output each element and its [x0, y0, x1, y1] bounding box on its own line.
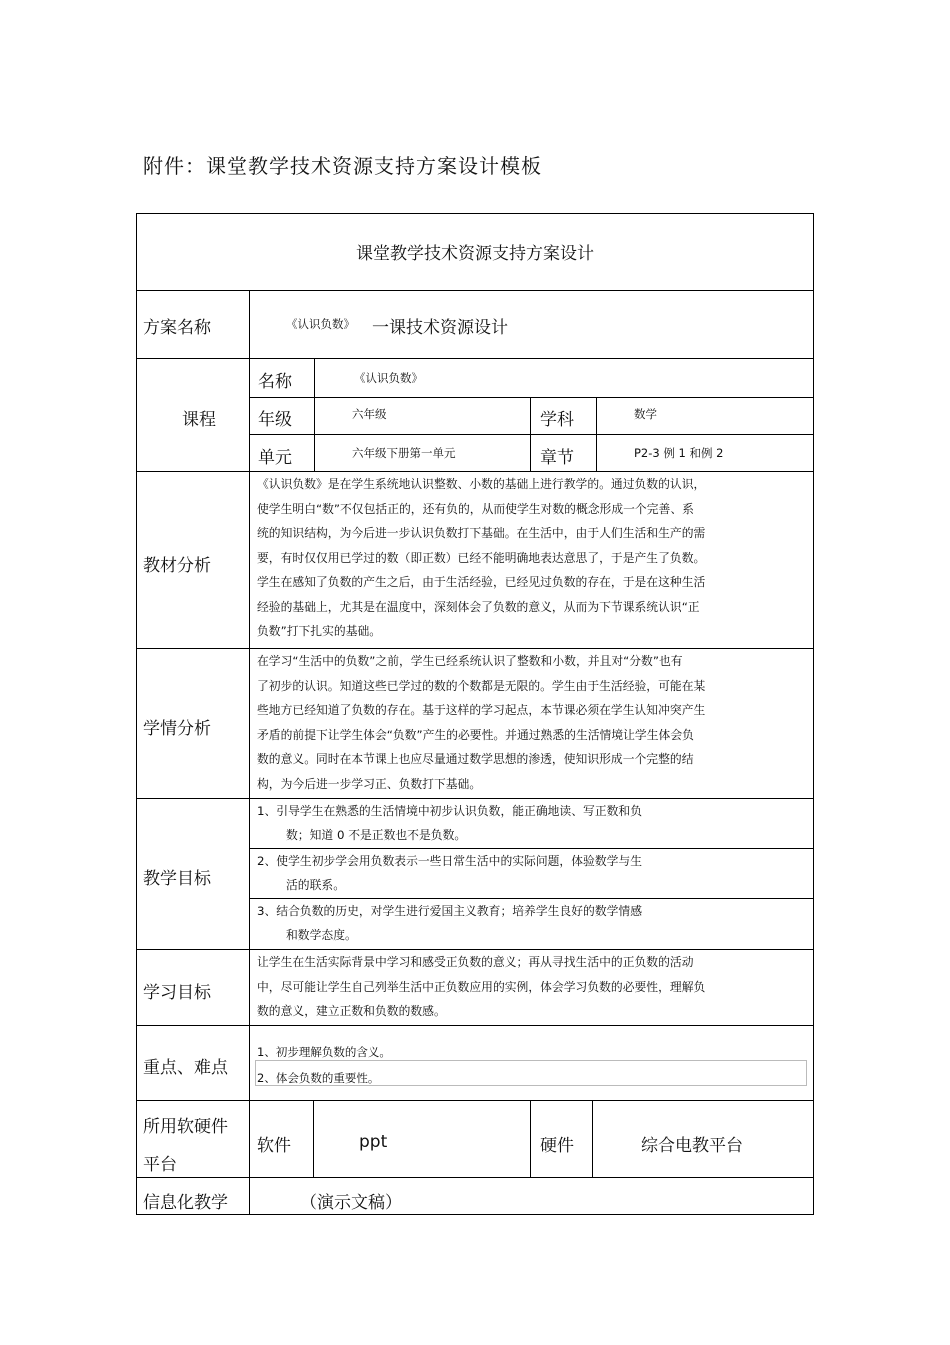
text-line: 让学生在生活实际背景中学习和感受正负数的意义；再从寻找生活中的正负数的活动 — [257, 955, 694, 969]
info-teaching-label: 信息化教学 — [143, 1193, 228, 1213]
learner-analysis-text — [257, 649, 705, 796]
hardware-label: 硬件 — [540, 1136, 574, 1156]
software-value: ppt — [359, 1132, 388, 1152]
text-line: 经验的基础上，尤其是在温度中，深刻体会了负数的意义，从而为下节课系统认识“正 — [257, 599, 700, 614]
chapter-label: 章节 — [540, 448, 574, 468]
column-divider — [530, 1100, 531, 1177]
plan-name-book: 《认识负数》 — [286, 317, 355, 331]
goal-line: 1、引导学生在熟悉的生活情境中初步认识负数，能正确地读、写正数和负 — [257, 804, 643, 818]
grade-value: 六年级 — [352, 407, 387, 421]
table-title: 课堂教学技术资源支持方案设计 — [356, 244, 594, 264]
text-line: 《认识负数》是在学生系统地认识整数、小数的基础上进行教学的。通过负数的认识， — [257, 477, 706, 491]
key-point-2: 2、体会负数的重要性。 — [257, 1071, 380, 1085]
row-divider — [136, 1025, 814, 1026]
text-line: 在学习“生活中的负数”之前，学生已经系统认识了整数和小数，并且对“分数”也有 — [257, 654, 683, 668]
text-line: 负数”打下扎实的基础。 — [257, 624, 382, 638]
course-label: 课程 — [182, 410, 216, 430]
goal-line: 和数学态度。 — [286, 928, 357, 942]
column-divider — [249, 290, 250, 1215]
document-title: 附件：课堂教学技术资源支持方案设计模板 — [143, 154, 542, 178]
goal-line: 数；知道 0 不是正数也不是负数。 — [286, 828, 467, 842]
resources-label-line2: 平台 — [143, 1155, 177, 1175]
subject-label: 学科 — [540, 410, 574, 430]
text-line: 中，尽可能让学生自己列举生活中正负数应用的实例，体会学习负数的必要性，理解负 — [257, 979, 706, 994]
material-analysis-text — [257, 472, 705, 644]
teaching-goal-2 — [257, 849, 642, 897]
text-line: 统的知识结构，为今后进一步认识负数打下基础。在生活中，由于人们生活和生产的需 — [257, 526, 706, 540]
plan-name-value: 一课技术资源设计 — [372, 318, 508, 338]
goal-line: 3、结合负数的历史，对学生进行爱国主义教育；培养学生良好的数学情感 — [257, 904, 643, 918]
learner-analysis-label: 学情分析 — [143, 719, 211, 739]
row-divider — [136, 1177, 814, 1178]
row-divider — [249, 397, 814, 398]
row-divider — [136, 358, 814, 359]
text-line: 数的意义，建立正数和负数的数感。 — [257, 1004, 446, 1018]
text-line: 使学生明白“数”不仅包括正的，还有负的，从而使学生对数的概念形成一个完善、系 — [257, 501, 694, 516]
column-divider — [596, 397, 597, 471]
text-line: 要，有时仅仅用已学过的数（即正数）已经不能明确地表达意思了，于是产生了负数。 — [257, 550, 706, 565]
text-line: 些地方已经知道了负数的存在。基于这样的学习起点，本节课必须在学生认知冲突产生 — [257, 703, 706, 717]
text-line: 构，为今后进一步学习正、负数打下基础。 — [257, 776, 482, 791]
column-divider — [313, 1100, 314, 1177]
row-divider — [249, 434, 814, 435]
grade-label: 年级 — [258, 410, 292, 430]
resources-label-line1: 所用软硬件 — [143, 1117, 228, 1137]
key-point-1: 1、初步理解负数的含义。 — [257, 1045, 391, 1059]
teaching-goal-1 — [257, 799, 642, 847]
subject-value: 数学 — [634, 407, 657, 421]
course-name-value: 《认识负数》 — [354, 371, 423, 385]
column-divider — [530, 397, 531, 471]
unit-label: 单元 — [258, 448, 292, 468]
teaching-goal-3 — [257, 899, 642, 947]
learning-goals-text — [257, 950, 705, 1024]
goal-line: 2、使学生初步学会用负数表示一些日常生活中的实际问题，体验数学与生 — [257, 854, 643, 868]
text-line: 数的意义。同时在本节课上也应尽量通过数学思想的渗透，使知识形成一个完整的结 — [257, 752, 694, 766]
text-line: 了初步的认识。知道这些已学过的数的个数都是无限的。学生由于生活经验，可能在某 — [257, 678, 706, 693]
teaching-goals-label: 教学目标 — [143, 869, 211, 889]
column-divider — [592, 1100, 593, 1177]
row-divider — [136, 1100, 814, 1101]
text-line: 学生在感知了负数的产生之后，由于生活经验，已经见过负数的存在，于是在这种生活 — [257, 575, 706, 589]
software-label: 软件 — [257, 1136, 291, 1156]
chapter-value: P2-3 例 1 和例 2 — [634, 446, 724, 460]
course-name-label: 名称 — [258, 372, 292, 392]
key-points-label: 重点、难点 — [143, 1058, 228, 1078]
row-divider — [136, 290, 814, 291]
hardware-value: 综合电教平台 — [641, 1136, 743, 1156]
material-analysis-label: 教材分析 — [143, 556, 211, 576]
info-teaching-value: （演示文稿） — [300, 1193, 402, 1213]
unit-value: 六年级下册第一单元 — [352, 446, 456, 460]
plan-name-label: 方案名称 — [143, 318, 211, 338]
learning-goals-label: 学习目标 — [143, 983, 211, 1003]
column-divider — [314, 358, 315, 471]
text-line: 矛盾的前提下让学生体会“负数”产生的必要性。并通过熟悉的生活情境让学生体会负 — [257, 727, 694, 742]
goal-line: 活的联系。 — [286, 878, 345, 892]
